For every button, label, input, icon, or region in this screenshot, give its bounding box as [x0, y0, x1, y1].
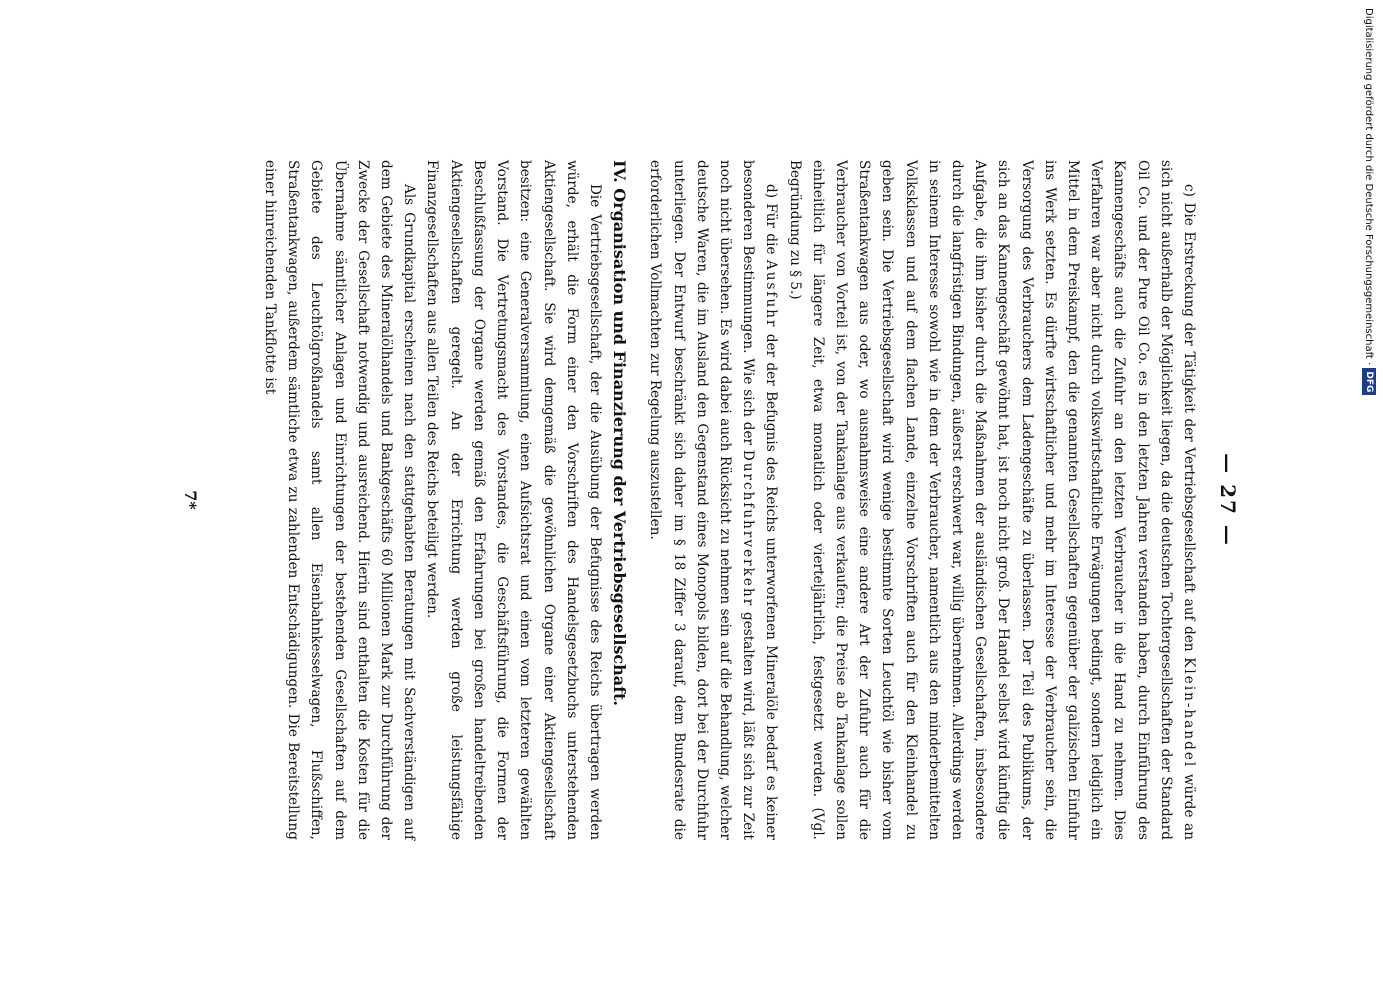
- paragraph-c: [782, 160, 1200, 840]
- paragraph-c-text-1: Die Erstreckung der Tätigkeit der Vertriebsgesellschaft auf den: [1181, 202, 1197, 658]
- paragraph-iv-1: Die Vertriebsgesellschaft, der die Ausübung der Befugnisse des Reichs übertragen werden würde, erhält die Form einer den Vorschriften des Handelsgesetzbuchs unterstehenden Aktiengesellschaft. Sie wird demgemäß die gewöhnlichen Organe einer Aktiengesellschaft besitzen: eine Generalversammlung, einen Aufsichtsrat und einen vom letzteren gewählten Vorstand. Die Vertretungsmacht des Vorstandes, die Geschäftsführung, die Formen der Beschlußfassung der Organe werden gemäß den Erfahrungen bei großen handeltreibenden Aktiengesellschaften geregelt. An der Errichtung werden große leistungsfähige Finanzgesellschaften aus allen Teilen des Reichs beteiligt werden.: [424, 160, 603, 840]
- paragraph-iv-2: Als Grundkapital erscheinen nach den stattgehabten Beratungen mit Sachverständigen auf dem Gebiete des Mineralölhandels und Bankgeschäfts 60 Millionen Mark zur Durchführung der Zwecke der Gesellschaft notwendig und ausreichend. Hierin sind enthalten die Kosten für die Übernahme sämtlicher Anlagen und Einrichtungen der bestehenden Gesellschaften auf dem Gebiete des Leuchtölgroßhandels samt allen Eisenbahnkesselwagen, Flußschiffen, Straßentankwagen, außerdem sämtliche etwa zu zahlenden Entschädigungen. Die Bereitstellung einer hinreichenden Tankflotte ist: [262, 160, 418, 840]
- paragraph-d-emphasis-1: Ausfuhr: [763, 259, 780, 329]
- paragraph-c-text-2: würde an sich nicht außerhalb der Möglichkeit liegen, da die deutschen Tochtergesellschaften der Standard Oil Co. und der Pure Oil Co. es in den letzten Jahren verstanden haben, durch Einführung des Kannengeschäfts auch die Zufuhr an den letzten Verbraucher in die Hand zu nehmen. Dies Verfahren war aber nicht durch volkswirtschaftliche Erwägungen bedingt, sondern lediglich ein Mittel in dem Preiskampf, den die genannten Gesellschaften gegenüber der galizischen Einfuhr ins Werk setzten. Es dürfte wirtschaftlicher und mehr im Interesse der Verbraucher sein, die Versorgung des Verbrauchers dem Ladengeschäfte zu überlassen. Der Teil des Publikums, der sich an das Kannengeschäft gewöhnt hat, ist noch nicht groß. Der Handel selbst wird künftig die Aufgabe, die ihm bisher durch die Maßnahmen der ausländischen Gesellschaften, insbesondere durch die langfristigen Bindungen, äußerst erschwert war, willig übernehmen. Allerdings werden in seinem Interesse sowohl wie in dem der Verbraucher, namentlich aus den minderbemittelten Volksklassen und auf dem flachen Lande, einzelne Vorschriften auch für den Kleinhandel zu geben sein. Die Vertriebsgesellschaft wird wenige bestimmte Sorten Leuchtöl wie bisher vom Straßentankwagen aus oder, wo ausnahmsweise eine andere Art der Zufuhr auch für die Verbraucher von Vorteil ist, von der Tankanlage aus verkaufen; die Preise ab Tankanlage sollen einheitlich für längere Zeit, etwa monatlich oder vierteljährlich, festgesetzt werden. (Vgl. Begründung zu § 5.): [786, 160, 1197, 840]
- signature-mark: 7*: [181, 490, 200, 510]
- paragraph-d-text-1: der der Befugnis des Reichs unterworfenen Mineralöle bedarf es keiner besonderen Bestimmungen. Wie sich der: [740, 160, 780, 841]
- paragraph-c-emphasis: Klein-handel: [1181, 657, 1197, 769]
- body-text: [258, 160, 1200, 840]
- footer-text: Digitalisierung gefördert durch die Deutsche Forschungsgemeinschaft ·: [1363, 8, 1374, 366]
- document-page: [170, 150, 1240, 850]
- dfg-logo: DFG: [1362, 368, 1376, 395]
- paragraph-d-text-2: gestalten wird, läßt sich zur Zeit noch nicht übersehen. Es wird dabei auch Rücksicht zu nehmen sein auf die Behandlung, welcher deutsche Waren, die im Ausland den Gegenstand eines Monopols bilden, dort bei der Durchfuhr unterliegen. Der Entwurf beschränkt sich daher im § 18 Ziffer 3 darauf, dem Bundesrate die erforderlichen Vollmachten zur Regelung auszustellen.: [647, 160, 757, 841]
- section-heading: IV. Organisation und Finanzierung der Vertriebsgesellschaft.: [610, 160, 630, 706]
- paragraph-d-label: d) Für die: [763, 184, 780, 260]
- page-number: — 27 —: [1216, 453, 1240, 547]
- paragraph-c-label: c): [1181, 184, 1197, 203]
- digitization-footer: [1360, 8, 1380, 998]
- paragraph-d: [643, 160, 782, 840]
- paragraph-d-emphasis-2: Durchfuhrverkehr: [740, 449, 757, 608]
